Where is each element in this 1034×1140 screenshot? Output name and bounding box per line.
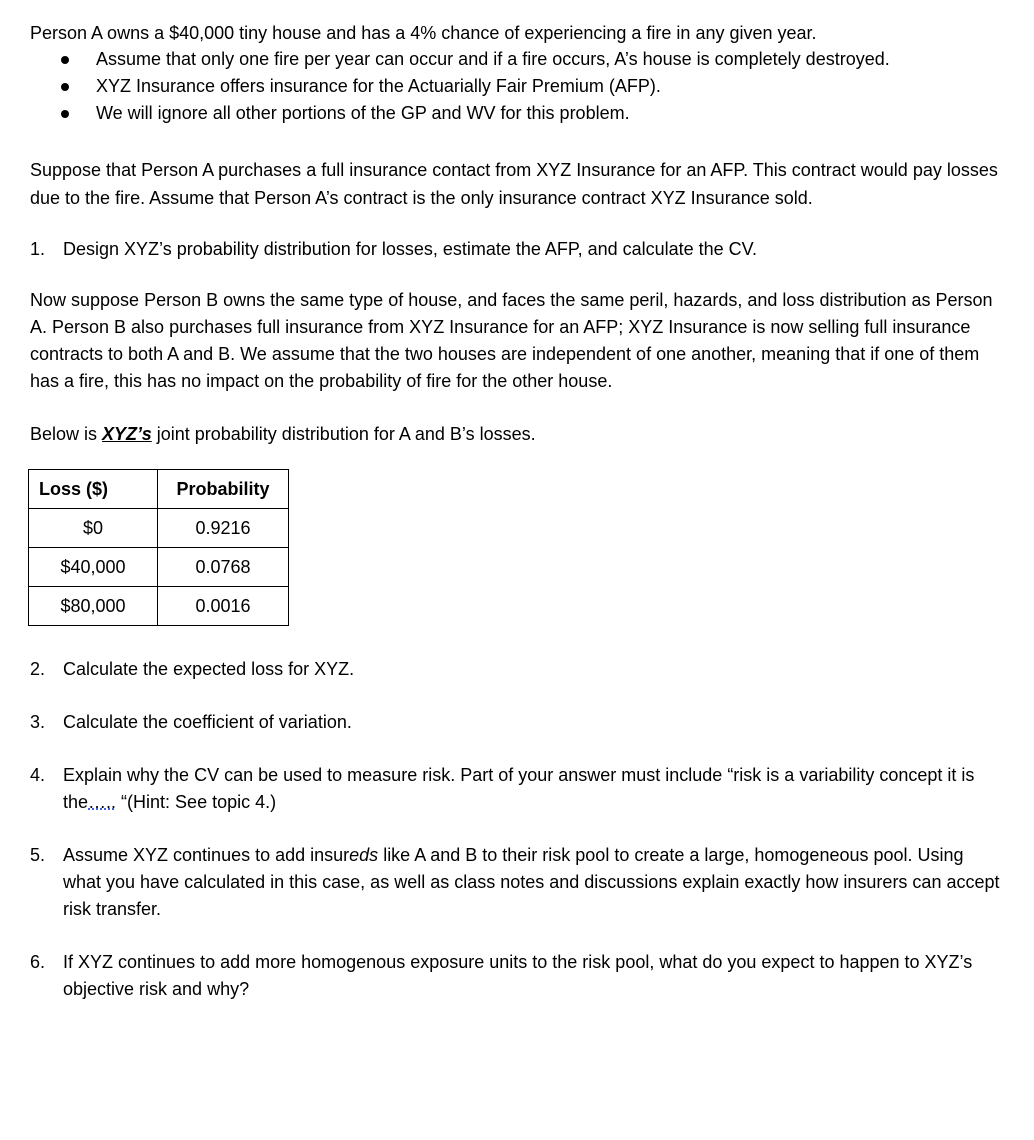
- question-1: [30, 236, 1000, 263]
- scenario-paragraph-b: Now suppose Person B owns the same type of house, and faces the same peril, hazards, and loss distribution as Person A. Person B also purchases full insurance from XYZ Insurance for an AFP; XYZ Insurance is now selling full insurance contracts to both A and B. We assume that the two houses are independent of one another, meaning that if one of them has a fire, this has no impact on the probability of fire for the other house.: [30, 290, 993, 391]
- scenario-paragraph-a: Suppose that Person A purchases a full insurance contact from XYZ Insurance for an AFP. This contract would pay losses due to the fire. Assume that Person A’s contract is the only insurance contract XYZ Insurance sold.: [30, 160, 998, 208]
- table-intro-after: joint probability distribution for A and B’s losses.: [151, 424, 536, 444]
- question-5: [30, 842, 1000, 923]
- question-text-after: “(Hint: See topic 4.): [116, 792, 277, 812]
- cell-probability: 0.0016: [158, 587, 289, 626]
- question-text-before: Explain why the CV can be used to measure risk. Part of your answer must include “risk is a variability concept it is the: [63, 765, 975, 812]
- assumption-list: [30, 46, 1000, 127]
- document-page: [30, 20, 1000, 1003]
- bullet-text: XYZ Insurance offers insurance for the Actuarially Fair Premium (AFP).: [96, 76, 661, 96]
- question-number: 4.: [30, 765, 46, 785]
- table-intro-emphasis: XYZ’s: [102, 424, 152, 444]
- bullet-item: [30, 46, 1000, 73]
- question-4: [30, 762, 1000, 816]
- cell-probability: 0.0768: [158, 548, 289, 587]
- table-intro: [30, 421, 1000, 447]
- intro-text: Person A owns a $40,000 tiny house and has a 4% chance of experiencing a fire in any given year.: [30, 23, 817, 43]
- header-loss: Loss ($): [29, 470, 158, 509]
- question-text-before: Assume XYZ continues to add insur: [63, 845, 350, 865]
- question-text-dots: …..: [88, 792, 117, 812]
- table-row: [29, 548, 289, 587]
- question-3: [30, 709, 1000, 736]
- bullet-text: We will ignore all other portions of the GP and WV for this problem.: [96, 103, 630, 123]
- question-2: [30, 656, 1000, 683]
- question-number: 3.: [30, 712, 46, 732]
- bullet-item: [30, 73, 1000, 100]
- question-text: Calculate the expected loss for XYZ.: [63, 659, 355, 679]
- question-text: Calculate the coefficient of variation.: [63, 712, 352, 732]
- table-row: [29, 509, 289, 548]
- cell-probability: 0.9216: [158, 509, 289, 548]
- cell-loss: $40,000: [29, 548, 158, 587]
- bullet-dot-icon: [61, 83, 69, 91]
- question-number: 2.: [30, 659, 46, 679]
- question-number: 1.: [30, 239, 46, 259]
- question-number: 5.: [30, 845, 46, 865]
- table-intro-before: Below is: [30, 424, 103, 444]
- question-text-emphasis: eds: [349, 845, 379, 865]
- question-6: [30, 949, 1000, 1003]
- question-number: 6.: [30, 952, 46, 972]
- table-header-row: [29, 470, 289, 509]
- table-row: [29, 587, 289, 626]
- bullet-dot-icon: [61, 56, 69, 64]
- joint-probability-table: [28, 469, 289, 626]
- cell-loss: $0: [29, 509, 158, 548]
- bullet-dot-icon: [61, 110, 69, 118]
- question-text-after: like A and B to their risk pool to create a large, homogeneous pool. Using what you have calculated in this case, as well as class notes and discussions explain exactly how insurers can accept risk transfer.: [63, 845, 1000, 919]
- header-probability: Probability: [158, 470, 289, 509]
- bullet-item: [30, 100, 1000, 127]
- question-text: If XYZ continues to add more homogenous exposure units to the risk pool, what do you expect to happen to XYZ’s objective risk and why?: [63, 952, 973, 999]
- bullet-text: Assume that only one fire per year can occur and if a fire occurs, A’s house is completely destroyed.: [96, 49, 890, 69]
- cell-loss: $80,000: [29, 587, 158, 626]
- question-text: Design XYZ’s probability distribution for losses, estimate the AFP, and calculate the CV.: [63, 239, 758, 259]
